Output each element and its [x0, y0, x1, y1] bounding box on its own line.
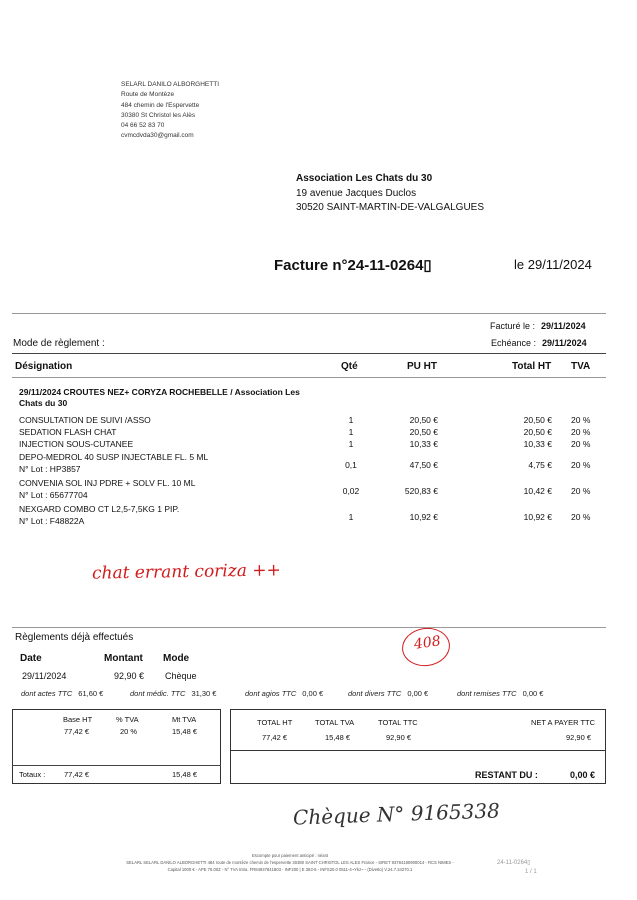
row-total: 20,50 € [523, 427, 552, 437]
payments-title: Règlements déjà effectués [15, 632, 134, 643]
recipient-address [296, 172, 484, 216]
vat-totals-rule [12, 765, 221, 766]
row-qty: 0,02 [342, 486, 360, 496]
vat-rate: 20 % [120, 727, 138, 736]
row-designation: CONSULTATION DE SUIVI /ASSO [19, 415, 151, 425]
breakdown-item [457, 689, 543, 698]
breakdown-label: dont divers TTC [348, 689, 402, 698]
invoiced-value: 29/11/2024 [541, 321, 586, 331]
invoiced-date [490, 321, 586, 331]
row-tva: 20 % [571, 439, 591, 449]
table-header-rule [12, 377, 606, 378]
row-qty: 1 [348, 512, 354, 522]
payments-col-amount: Montant [104, 653, 143, 664]
invoice-title: Facture n°24-11-0264▯ [274, 257, 432, 274]
remaining-box [230, 749, 606, 784]
sender-line2: 484 chemin de l'Espervette [121, 101, 200, 109]
sender-address [121, 80, 219, 142]
breakdown-item [245, 689, 323, 698]
payment-date: 29/11/2024 [22, 671, 67, 681]
breakdown-label: dont actes TTC [21, 689, 73, 698]
row-qty: 1 [348, 439, 354, 449]
total-ht-label: TOTAL HT [257, 718, 293, 727]
col-tva: TVA [571, 361, 591, 372]
row-designation: NEXGARD COMBO CT L2,5-7,5KG 1 PIP. [19, 504, 180, 514]
col-pu: PU HT [407, 361, 437, 372]
net-label: NET A PAYER TTC [531, 718, 596, 727]
breakdown-item [348, 689, 428, 698]
row-total: 4,75 € [528, 460, 552, 470]
total-tva-label: TOTAL TVA [315, 718, 355, 727]
row-pu: 20,50 € [409, 415, 438, 425]
remaining-label: RESTANT DU : [475, 770, 538, 780]
footer-line2: SELARL SELARL DANILO ALBORGHETTI 484 route de montèze chemin de l'espervette 30380 SAINT CHRISTOL LES ALES France - SIRET 93784180900014 - RCS NIMES - [126, 860, 454, 865]
recipient-city: 30520 SAINT-MARTIN-DE-VALGALGUES [296, 202, 485, 213]
row-qty: 1 [348, 415, 354, 425]
row-lot: N° Lot : 65677704 [19, 490, 88, 500]
sender-name: SELARL DANILO ALBORGHETTI [121, 81, 220, 88]
totals-box [230, 709, 606, 751]
row-designation: SEDATION FLASH CHAT [19, 427, 117, 437]
row-lot: N° Lot : F48822A [19, 516, 85, 526]
row-tva: 20 % [571, 512, 591, 522]
breakdown-value: 31,30 € [191, 689, 217, 698]
due-value: 29/11/2024 [542, 338, 587, 348]
row-tva: 20 % [571, 460, 591, 470]
net-value: 92,90 € [566, 733, 592, 742]
row-tva: 20 % [571, 415, 591, 425]
payment-amount: 92,90 € [114, 671, 145, 681]
recipient-street: 19 avenue Jacques Duclos [296, 187, 417, 199]
payments-rule [12, 627, 606, 628]
vat-totals-label: Totaux : [19, 770, 46, 779]
row-pu: 10,33 € [409, 439, 438, 449]
sender-line3: 30380 St Christol les Alès [121, 111, 196, 119]
breakdown-value: 61,60 € [78, 689, 104, 698]
row-pu: 20,50 € [409, 427, 438, 437]
payment-mode: Chèque [165, 671, 197, 681]
recipient-name: Association Les Chats du 30 [296, 173, 433, 184]
due-date [491, 338, 587, 348]
breakdown-label: dont remises TTC [457, 689, 517, 698]
footer-ref: 24-11-0264▯ [497, 860, 531, 866]
stamp-number: 408 [413, 633, 442, 653]
row-total: 10,92 € [523, 512, 552, 522]
due-label: Echéance : [491, 338, 537, 348]
divider [12, 313, 606, 314]
total-ttc-label: TOTAL TTC [378, 718, 418, 727]
handwritten-note: chat errant coriza ++ [91, 560, 281, 584]
row-tva: 20 % [571, 427, 591, 437]
row-total: 10,42 € [523, 486, 552, 496]
col-designation: Désignation [15, 361, 73, 372]
row-qty: 1 [348, 427, 354, 437]
payment-mode-label: Mode de règlement : [13, 338, 105, 349]
row-designation: DEPO-MEDROL 40 SUSP INJECTABLE FL. 5 ML [19, 452, 209, 462]
row-qty: 0,1 [345, 460, 357, 470]
vat-totals-base: 77,42 € [64, 770, 90, 779]
remaining-value: 0,00 € [570, 770, 596, 780]
row-pu: 47,50 € [409, 460, 438, 470]
footer-page: 1 / 1 [525, 869, 537, 875]
vat-col-base: Base HT [63, 715, 93, 724]
cheque-handwritten-note: Chèque N° 9165338 [292, 798, 501, 830]
breakdown-value: 0,00 € [302, 689, 324, 698]
breakdown-label: dont médic. TTC [130, 689, 186, 698]
vat-amount: 15,48 € [172, 727, 198, 736]
breakdown-value: 0,00 € [522, 689, 544, 698]
vat-totals-amount: 15,48 € [172, 770, 198, 779]
col-total: Total HT [512, 361, 552, 372]
footer [70, 852, 510, 873]
row-lot: N° Lot : HP3857 [19, 464, 81, 474]
total-ht-value: 77,42 € [262, 733, 288, 742]
total-tva-value: 15,48 € [325, 733, 351, 742]
total-ttc-value: 92,90 € [386, 733, 412, 742]
row-designation: CONVENIA SOL INJ PDRE + SOLV FL. 10 ML [19, 478, 196, 488]
row-designation: INJECTION SOUS-CUTANEE [19, 439, 134, 449]
footer-line1: Escompte pour paiement anticipé : néant [251, 853, 329, 858]
sender-line1: Route de Montèze [121, 91, 175, 99]
col-qty: Qté [341, 361, 358, 372]
table-top-rule [12, 353, 606, 354]
vat-base: 77,42 € [64, 727, 90, 736]
invoice-date: le 29/11/2024 [514, 257, 592, 272]
row-total: 20,50 € [523, 415, 552, 425]
payments-col-mode: Mode [163, 653, 190, 664]
sender-email: cvmcdvda30@gmail.com [121, 132, 194, 140]
sender-phone: 04 66 52 83 70 [121, 122, 165, 130]
row-total: 10,33 € [523, 439, 552, 449]
breakdown-item [130, 689, 216, 698]
row-pu: 520,83 € [404, 486, 438, 496]
vat-col-amount: Mt TVA [172, 715, 197, 724]
payments-col-date: Date [20, 653, 42, 664]
invoiced-label: Facturé le : [490, 321, 536, 331]
breakdown-item [21, 689, 103, 698]
breakdown-value: 0,00 € [407, 689, 429, 698]
row-tva: 20 % [571, 486, 591, 496]
section-title: 29/11/2024 CROUTES NEZ+ CORYZA ROCHEBELLE / Association Les Chats du 30 [19, 387, 300, 408]
footer-line3: Capital 1000 € - APE 75.00Z - N° TVA Intra. FR84937841803 - INF200 | E 363-5 - INFS20.0 0511-4~Ykz~ - (Divetto) V.24.7.24270.1 [167, 867, 413, 872]
vat-col-rate: % TVA [116, 715, 139, 724]
row-pu: 10,92 € [409, 512, 438, 522]
breakdown-label: dont agios TTC [245, 689, 297, 698]
